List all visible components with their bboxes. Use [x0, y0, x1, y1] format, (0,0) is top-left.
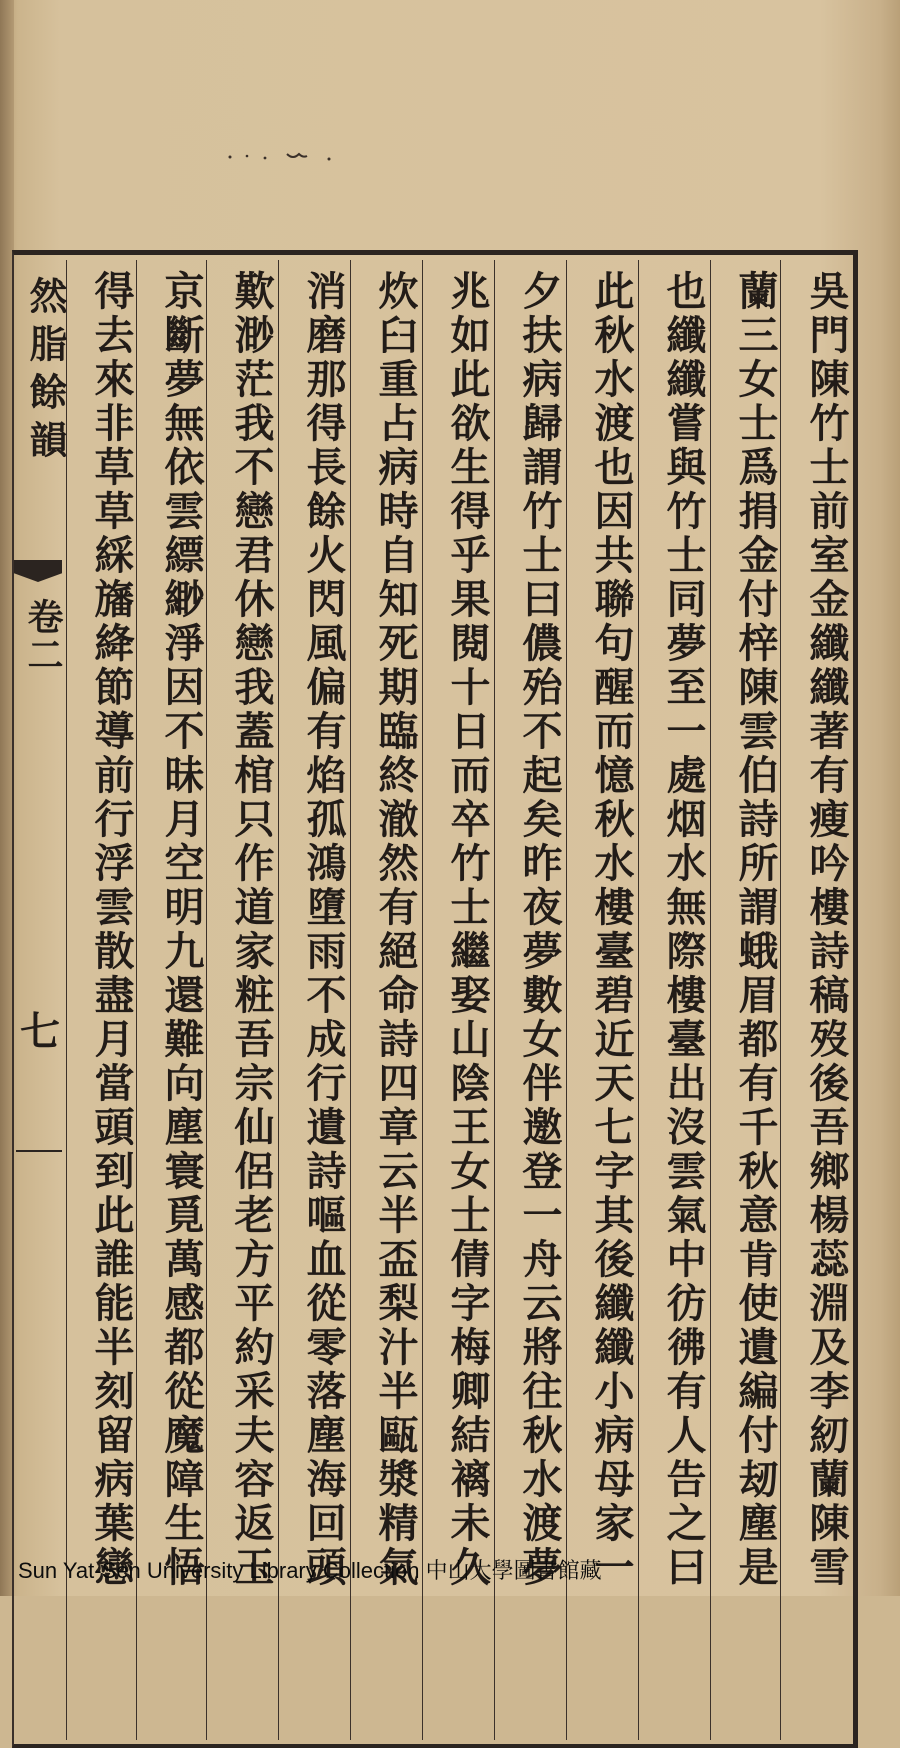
ink-smudge — [225, 150, 345, 164]
text-column-4: 此秋水渡也因共聯句醒而憶秋水樓臺碧近天七字其後纖纖小病母家一 — [588, 270, 635, 1590]
text-column-10: 京斷夢無依雲縹緲淨因不昧月空明九還難向塵寰覓萬感都從魔障生悟 — [158, 270, 205, 1590]
text-column-7: 炊臼重占病時自知死期臨終澈然有絕命詩四章云半盃梨汁半甌漿精氣 — [372, 270, 419, 1590]
column-rule — [66, 260, 67, 1740]
text-column-3: 也纖纖嘗與竹士同夢至一處烟水無際樓臺出沒雲氣中彷彿有人告之曰 — [660, 270, 707, 1590]
text-column-8: 消磨那得長餘火閃風偏有焰孤鴻墮雨不成行遺詩嘔血從零落塵海回頭 — [300, 270, 347, 1590]
text-column-9: 歎渺茫我不戀君休戀我蓋棺只作道家粧吾宗仙侶老方平約采夫容返玉 — [228, 270, 275, 1590]
volume-label: 卷二 — [22, 598, 64, 674]
text-column-6: 兆如此欲生得乎果閱十日而卒竹士繼娶山陰王女士倩字梅卿結褵未久 — [444, 270, 491, 1590]
text-column-2: 蘭三女士爲捐金付梓陳雲伯詩所謂蛾眉都有千秋意肯使遺編付刼塵是 — [732, 270, 779, 1590]
margin-rule — [16, 1150, 62, 1152]
text-column-5: 夕扶病歸謂竹士曰儂殆不起矣昨夜夢數女伴邀登一舟云將往秋水渡夢 — [516, 270, 563, 1590]
text-column-1: 吳門陳竹士前室金纖纖著有瘦吟樓詩稿歿後吾鄉楊蕊淵及李紉蘭陳雪 — [803, 270, 850, 1590]
book-title: 然脂餘韻 — [23, 276, 68, 468]
library-caption: Sun Yat-Sen University Library Collection 中山大學圖書館藏 — [18, 1558, 602, 1583]
page-number: 七 — [20, 1008, 60, 1055]
text-column-11: 得去來非草草綵旛絳節導前行浮雲散盡月當頭到此誰能半刻留病葉戀 — [88, 270, 135, 1590]
